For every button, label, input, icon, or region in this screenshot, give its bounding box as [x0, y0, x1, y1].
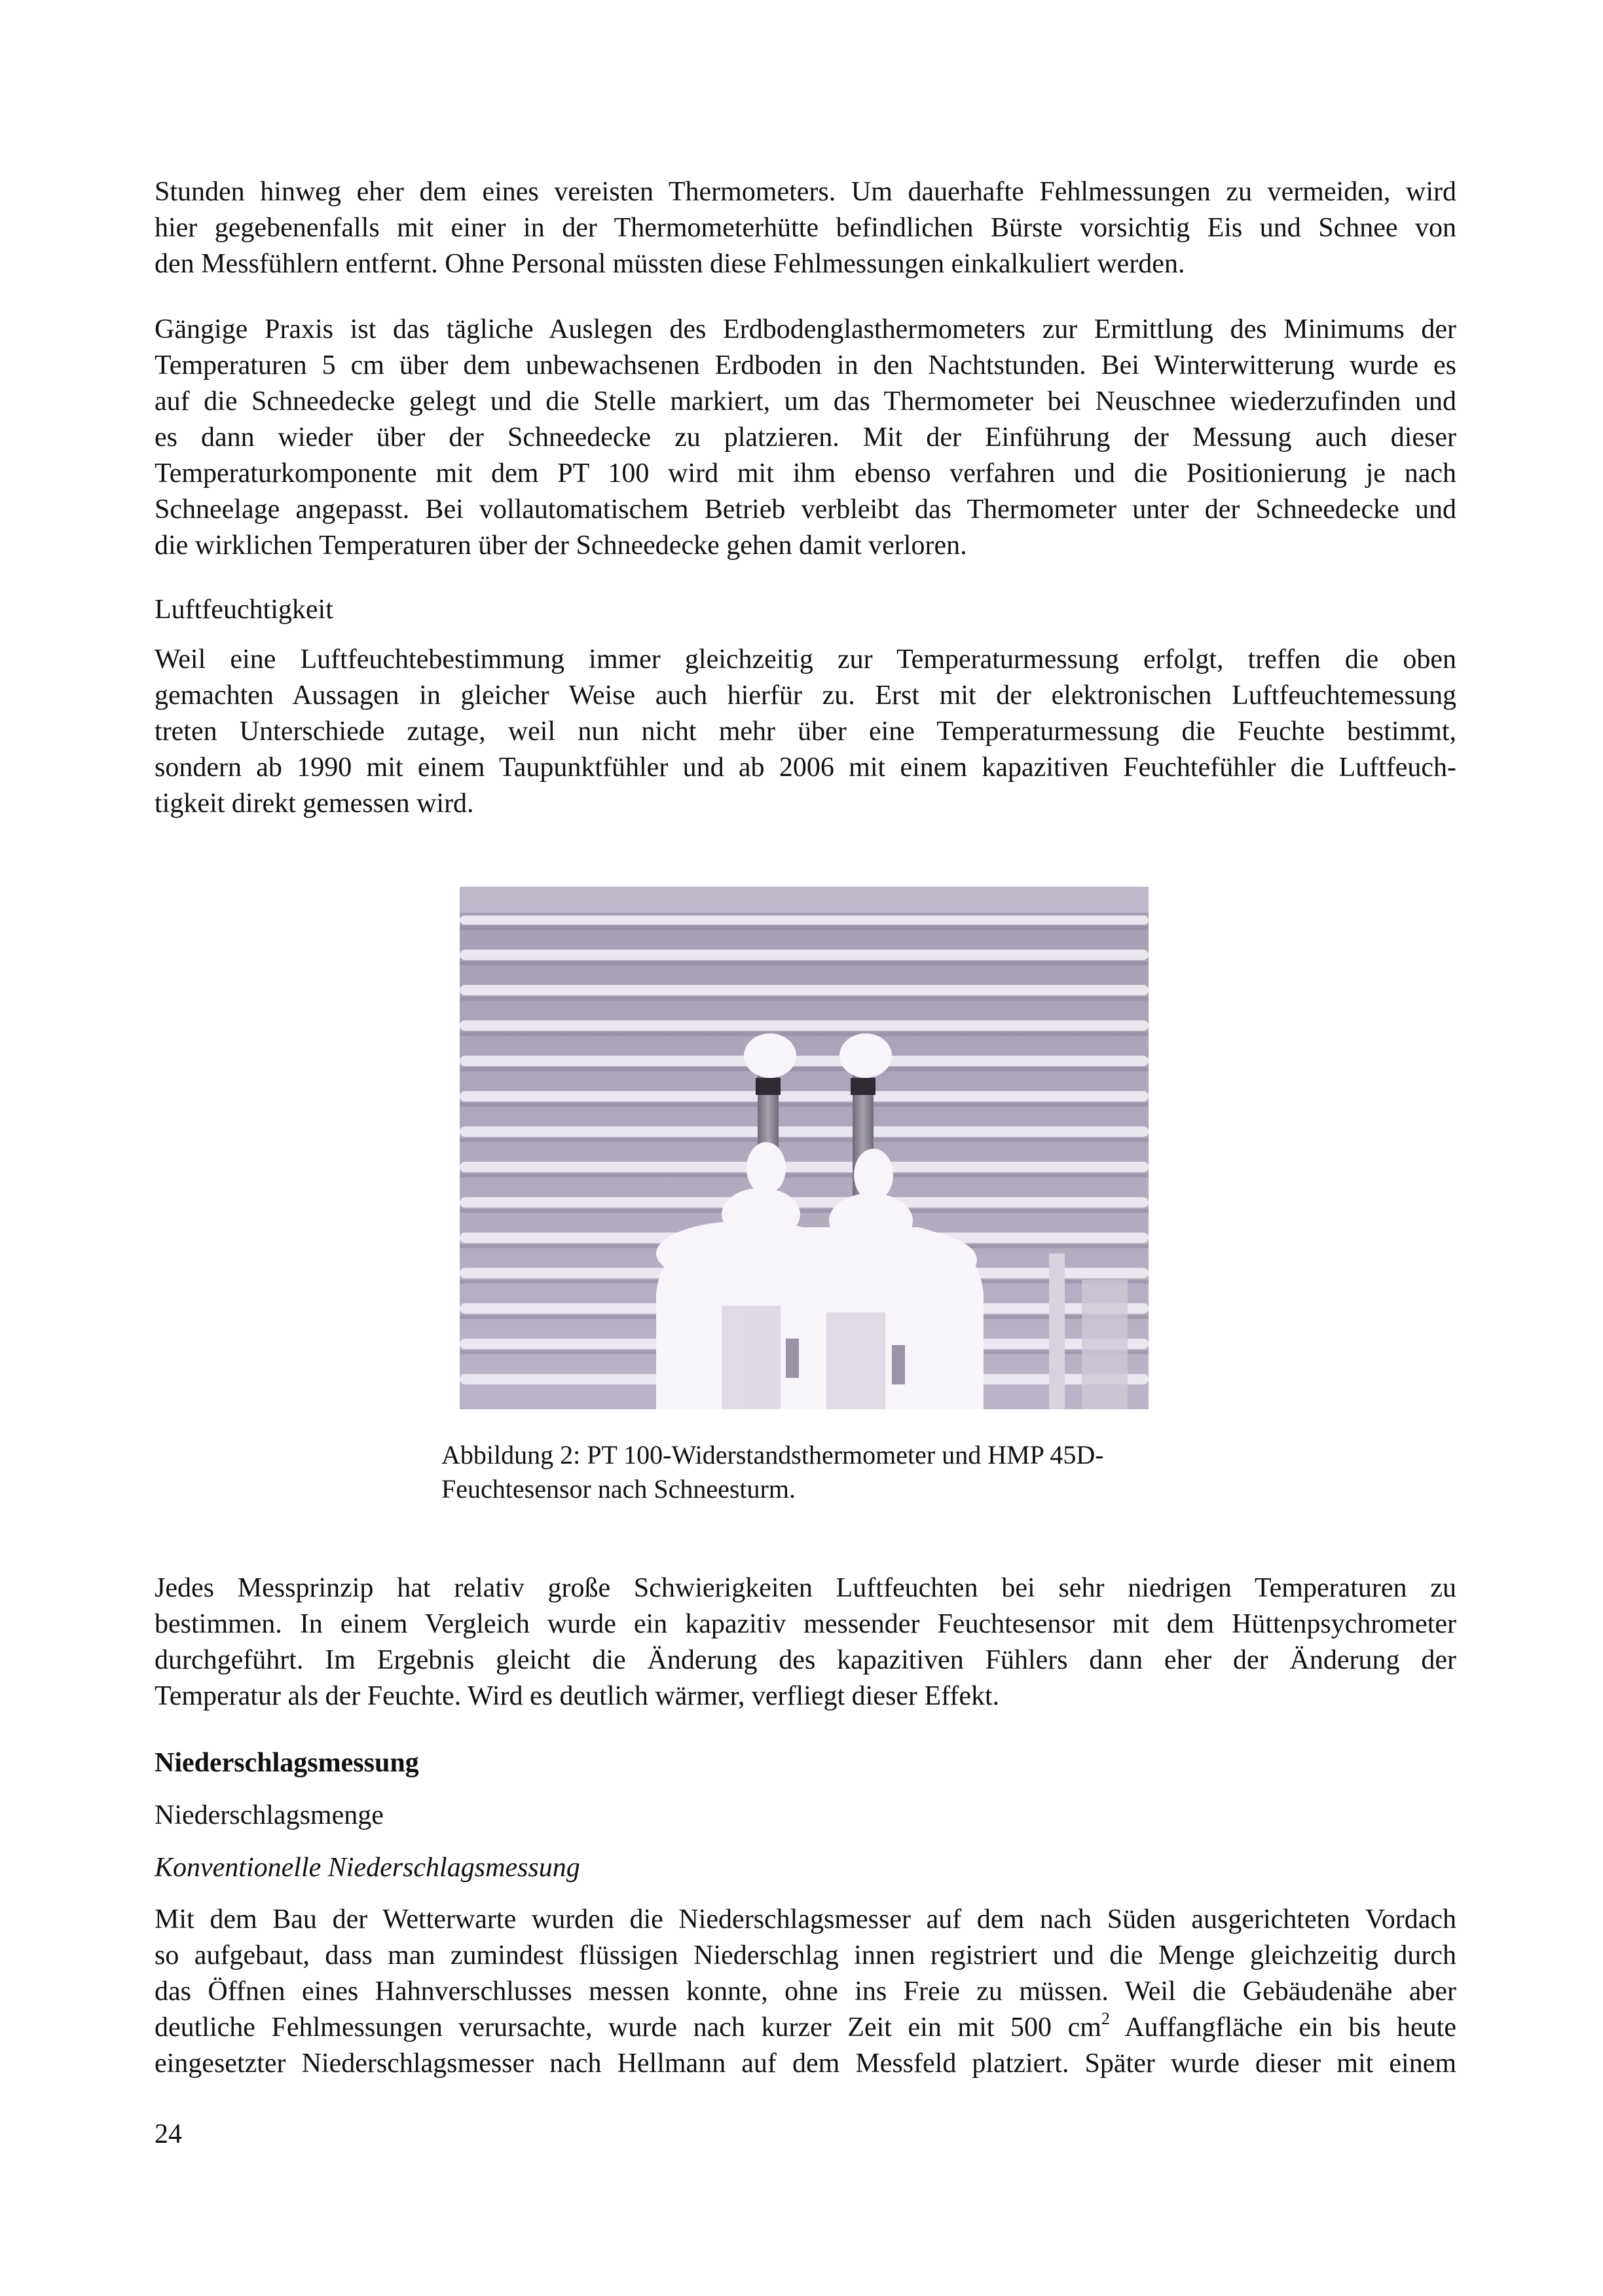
text-line: Temperatur als der Feuchte. Wird es deutlich wärmer, verfliegt dieser Effekt. — [155, 1681, 1000, 1711]
text-line: Jedes Messprinzip hat relativ große Schwierigkeiten Luftfeuchten bei sehr niedrigen Temperaturen zu — [155, 1573, 1456, 1603]
section-heading-niederschlagsmessung: Niederschlagsmessung — [155, 1748, 419, 1778]
paragraph-wetterwarte — [155, 1902, 1456, 2082]
text-line: bestimmen. In einem Vergleich wurde ein kapazitiv messender Feuchtesensor mit dem Hüttenpsychrometer — [155, 1609, 1456, 1639]
text-line: das Öffnen eines Hahnverschlusses messen konnte, ohne ins Freie zu müssen. Weil die Gebäudenähe aber — [155, 1976, 1456, 2007]
text-line: Temperaturkomponente mit dem PT 100 wird mit ihm ebenso verfahren und die Positionierung je nach — [155, 458, 1456, 489]
subsection-heading-niederschlagsmenge: Niederschlagsmenge — [155, 1800, 384, 1830]
superscript: 2 — [1101, 2009, 1110, 2028]
text-line: sondern ab 1990 mit einem Taupunktfühler und ab 2006 mit einem kapazitiven Feuchtefühler die Luftfeuch- — [155, 752, 1456, 783]
text-line: es dann wieder über der Schneedecke zu platzieren. Mit der Einführung der Messung auch dieser — [155, 422, 1456, 453]
text-line: Schneelage angepasst. Bei vollautomatischem Betrieb verbleibt das Thermometer unter der Schneedecke und — [155, 494, 1456, 525]
text-line: Mit dem Bau der Wetterwarte wurden die Niederschlagsmesser auf dem nach Süden ausgerichteten Vordach — [155, 1904, 1456, 1935]
text-fragment: Auffangfläche ein bis heute — [1109, 2012, 1456, 2043]
text-line: so aufgebaut, dass man zumindest flüssigen Niederschlag innen registriert und die Menge gleichzeitig durch — [155, 1940, 1456, 1971]
text-line: gemachten Aussagen in gleicher Weise auch hierfür zu. Erst mit der elektronischen Luftfeuchtemessung — [155, 680, 1456, 711]
paragraph-luftfeuchtebestimmung — [155, 642, 1456, 822]
text-line: durchgeführt. Im Ergebnis gleicht die Änderung des kapazitiven Fühlers dann eher der Änderung der — [155, 1645, 1456, 1675]
figure-caption — [441, 1438, 1168, 1506]
text-line: treten Unterschiede zutage, weil nun nicht mehr über eine Temperaturmessung die Feuchte bestimmt, — [155, 716, 1456, 747]
text-line: Gängige Praxis ist das tägliche Auslegen des Erdbodenglasthermometers zur Ermittlung des Minimums der — [155, 314, 1456, 344]
caption-line: Feuchtesensor nach Schneesturm. — [441, 1474, 796, 1504]
paragraph-messprinzip — [155, 1570, 1456, 1714]
text-line: auf die Schneedecke gelegt und die Stelle markiert, um das Thermometer bei Neuschnee wiederzufinden und — [155, 386, 1456, 417]
figure-photo-frozen-sensors — [460, 887, 1149, 1409]
text-line: Weil eine Luftfeuchtebestimmung immer gleichzeitig zur Temperaturmessung erfolgt, treffen die oben — [155, 644, 1456, 675]
text-fragment: deutliche Fehlmessungen verursachte, wurde nach kurzer Zeit ein mit 500 cm — [155, 2012, 1101, 2043]
paragraph-erdbodenthermometer — [155, 312, 1456, 564]
text-line: eingesetzter Niederschlagsmesser nach Hellmann auf dem Messfeld platziert. Später wurde dieser mit einem — [155, 2048, 1456, 2079]
text-line: hier gegebenenfalls mit einer in der Thermometerhütte befindlichen Bürste vorsichtig Eis und Schnee von — [155, 213, 1456, 243]
text-line: den Messfühlern entfernt. Ohne Personal müssten diese Fehlmessungen einkalkuliert werden. — [155, 249, 1185, 279]
text-line: Stunden hinweg eher dem eines vereisten Thermometers. Um dauerhafte Fehlmessungen zu vermeiden, wird — [155, 177, 1456, 207]
caption-line: Abbildung 2: PT 100-Widerstandsthermometer und HMP 45D- — [441, 1440, 1104, 1470]
page-number: 24 — [155, 2119, 182, 2149]
subsubsection-heading-konventionelle: Konventionelle Niederschlagsmessung — [155, 1853, 580, 1883]
text-line-with-superscript — [155, 2010, 1456, 2046]
text-line: tigkeit direkt gemessen wird. — [155, 788, 474, 819]
section-heading-luftfeuchtigkeit: Luftfeuchtigkeit — [155, 595, 333, 625]
paragraph-fehlmessungen — [155, 174, 1456, 282]
frozen-sensor-illustration — [460, 887, 1149, 1409]
text-line: die wirklichen Temperaturen über der Schneedecke gehen damit verloren. — [155, 530, 967, 561]
text-line: Temperaturen 5 cm über dem unbewachsenen Erdboden in den Nachtstunden. Bei Winterwitterung wurde es — [155, 350, 1456, 380]
